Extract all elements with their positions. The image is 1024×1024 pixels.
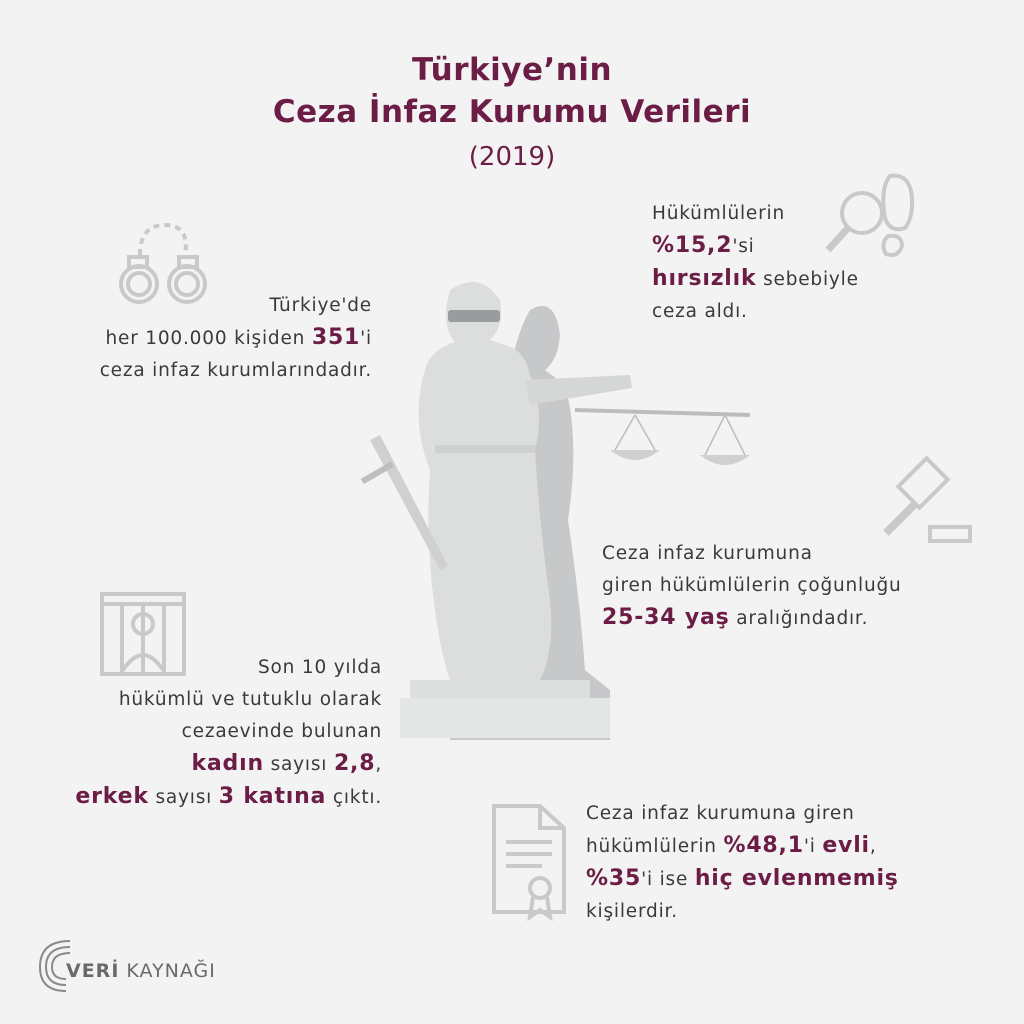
gender-line1: Son 10 yılda	[258, 657, 382, 678]
theft-line3: hırsızlık sebebiyle	[652, 266, 859, 291]
justice-statue-illustration	[340, 270, 670, 750]
block-marital	[586, 798, 996, 928]
age-line3: 25-34 yaş aralığındadır.	[602, 605, 869, 630]
age-line2: giren hükümlülerin çoğunluğu	[602, 575, 902, 596]
scale-pan-left	[610, 450, 660, 460]
certificate-icon	[490, 802, 570, 922]
block-gender	[10, 652, 382, 814]
gender-men: erkek	[75, 784, 149, 809]
gender-line2: hükümlü ve tutuklu olarak	[118, 689, 382, 710]
age-line1: Ceza infaz kurumuna	[602, 543, 813, 564]
statue-arm	[525, 375, 632, 405]
statue-base-bottom	[400, 698, 610, 738]
rate-line3: ceza infaz kurumlarındadır.	[99, 360, 372, 381]
rate-line1: Türkiye'de	[269, 295, 372, 316]
veri-kaynagi-logo	[66, 960, 216, 982]
gender-line3: cezaevinde bulunan	[181, 721, 382, 742]
theft-line1: Hükümlülerin	[652, 203, 785, 224]
block-theft	[652, 198, 982, 328]
rate-line2: her 100.000 kişiden 351'i	[105, 325, 372, 350]
married-percent: %48,1	[723, 833, 804, 858]
marital-line3: %35'i ise hiç evlenmemiş	[586, 866, 899, 891]
marital-line1: Ceza infaz kurumuna giren	[586, 803, 855, 824]
married-label: evli	[822, 833, 870, 858]
theft-line2: %15,2'si	[652, 233, 755, 258]
gender-women: kadın	[191, 751, 264, 776]
marital-line2: hükümlülerin %48,1'i evli,	[586, 833, 877, 858]
gender-men-factor: 3 katına	[218, 784, 327, 809]
logo-bold: VERİ	[66, 960, 120, 982]
gender-line4: kadın sayısı 2,8,	[191, 751, 382, 776]
gender-line5: erkek sayısı 3 katına çıktı.	[75, 784, 382, 809]
gender-women-factor: 2,8	[333, 751, 376, 776]
never-married-percent: %35	[586, 866, 642, 891]
statue-base-top	[410, 680, 590, 700]
logo-light: KAYNAĞI	[119, 960, 216, 982]
statue-belt	[435, 445, 535, 453]
theft-crime: hırsızlık	[652, 266, 757, 291]
age-range: 25-34 yaş	[602, 605, 730, 630]
scale-pan-right	[700, 455, 750, 465]
block-age	[602, 538, 982, 635]
theft-line4: ceza aldı.	[652, 301, 748, 322]
block-rate	[20, 290, 372, 387]
never-married-label: hiç evlenmemiş	[694, 866, 899, 891]
page-title-line1: Türkiye’nin	[411, 52, 613, 88]
rate-value: 351	[311, 325, 361, 350]
page-year: (2019)	[468, 142, 556, 172]
marital-line4: kişilerdir.	[586, 901, 678, 922]
scale-beam	[575, 410, 750, 415]
blindfold	[448, 310, 500, 322]
gavel-icon	[878, 455, 978, 550]
page-title-line2: Ceza İnfaz Kurumu Verileri	[272, 94, 752, 130]
theft-percent: %15,2	[652, 233, 733, 258]
